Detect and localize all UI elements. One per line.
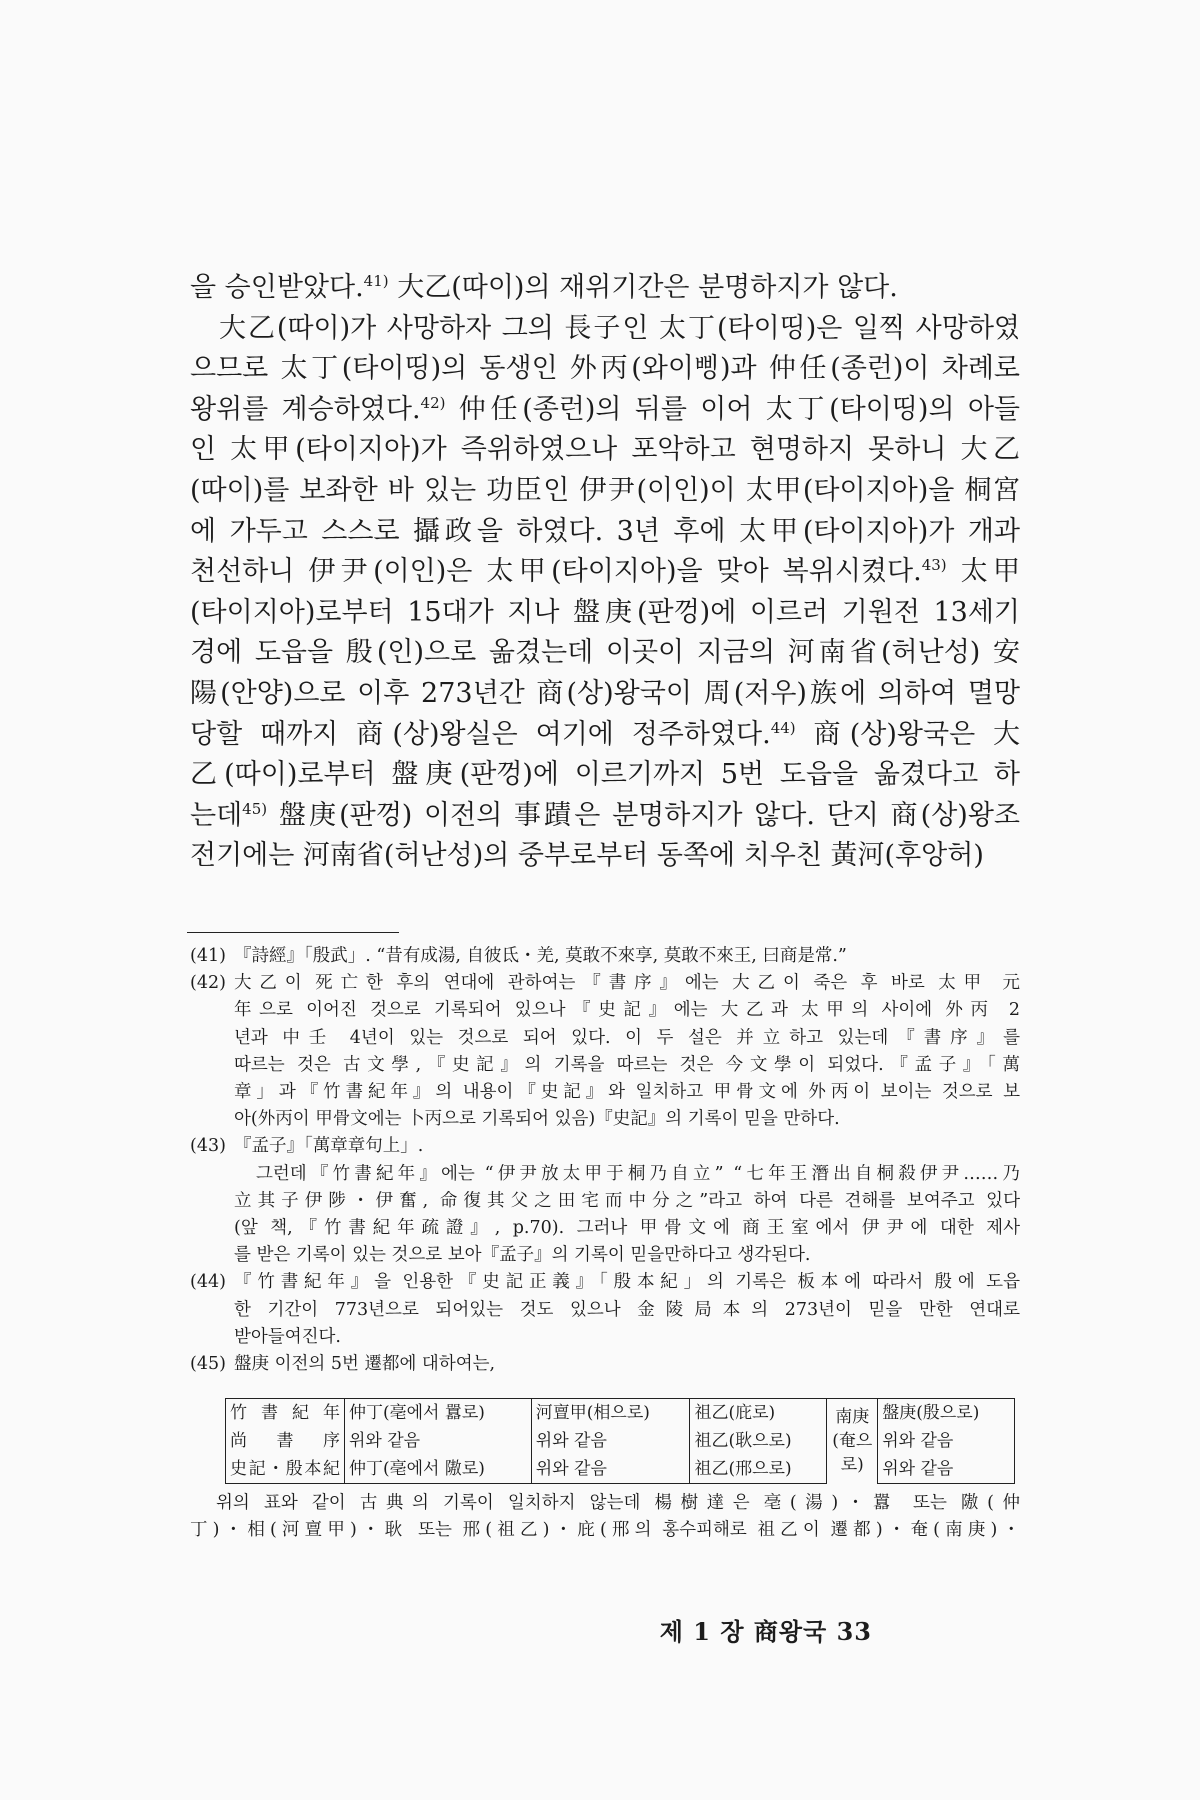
- table-cell: 祖乙(庇로): [690, 1399, 827, 1428]
- footnote-line: 『竹書紀年』을 인용한『史記正義』「殷本紀」의 기록은 板本에 따라서 殷에 도읍: [234, 1272, 1020, 1293]
- footnote-number: (43): [190, 1136, 226, 1157]
- footnote-43: [190, 1133, 1020, 1269]
- body-line: (타이지아)로부터 15대가 지나 盤庚(판껑)에 이르러 기원전 13세기: [190, 596, 1020, 628]
- table-cell: 위와 같음: [878, 1427, 1015, 1455]
- footnote-number: (41): [190, 946, 226, 966]
- body-text: [190, 268, 1020, 877]
- footnote-line: 大乙이 死亡한 후의 연대에 관하여는『書序』에는 大乙이 죽은 후 바로 太甲 元: [234, 973, 1020, 994]
- footnote-line: 章」과『竹書紀年』의 내용이『史記』와 일치하고 甲骨文에 外丙이 보이는 것으로 보: [234, 1082, 1020, 1103]
- table-cell: 仲丁(亳에서 囂로): [345, 1399, 532, 1428]
- body-line: 인 太甲(타이지아)가 즉위하였으나 포악하고 현명하지 못하니 大乙: [190, 434, 1020, 466]
- footnote-number: (45): [190, 1354, 226, 1375]
- footnote-ref[interactable]: 45): [242, 799, 268, 818]
- footnote-line: 그런데『竹書紀年』에는 “伊尹放太甲于桐乃自立” “七年王潛出自桐殺伊尹……乃: [256, 1163, 1020, 1184]
- table-cell: 위와 같음: [531, 1455, 690, 1484]
- body-line: 전기에는 河南省(허난성)의 중부로부터 동쪽에 치우친 黃河(후앙허): [190, 840, 984, 872]
- page-footer: 제 1 장 商왕국 33: [659, 1617, 872, 1646]
- body-line: 는데$^{45)}$ 盤庚(판껑) 이전의 事蹟은 분명하지가 않다. 단지 商(상)왕조: [190, 799, 1020, 831]
- body-line: 乙(따이)로부터 盤庚(판껑)에 이르기까지 5번 도읍을 옮겼다고 하: [190, 759, 1020, 791]
- table-cell: 仲丁(亳에서 隞로): [345, 1455, 532, 1484]
- footnote-line: 받아들여진다.: [234, 1326, 341, 1347]
- table-row: [226, 1455, 1015, 1484]
- table-row: [226, 1399, 1015, 1428]
- footnote-divider: [187, 932, 399, 933]
- body-line: 에 가두고 스스로 攝政을 하였다. 3년 후에 太甲(타이지아)가 개과: [190, 515, 1020, 547]
- footnote-44: [190, 1269, 1020, 1351]
- table-cell-book: 尚書序: [226, 1427, 345, 1455]
- footnote-ref[interactable]: 43): [921, 556, 947, 575]
- merged-line: (奄으: [832, 1431, 873, 1452]
- footnote-number: (42): [190, 973, 226, 994]
- table-cell-merged: [827, 1399, 878, 1484]
- footnote-line: (앞 책,『竹書紀年疏證』, p.70). 그러나 甲骨文에 商王室에서 伊尹에 대한 제사: [234, 1218, 1020, 1239]
- body-line: 으므로 太丁(타이띵)의 동생인 外丙(와이삥)과 仲任(종런)이 차례로: [190, 353, 1020, 385]
- footnote-42: [190, 970, 1020, 1133]
- table-cell: 위와 같음: [878, 1455, 1015, 1484]
- body-line: (따이)를 보좌한 바 있는 功臣인 伊尹(이인)이 太甲(타이지아)을 桐宮: [190, 474, 1020, 506]
- table-cell: 祖乙(邢으로): [690, 1455, 827, 1484]
- footnote-45: [190, 1351, 1020, 1378]
- footnote-line: 『孟子』「萬章章句上」.: [234, 1136, 424, 1157]
- table-row: [226, 1427, 1015, 1455]
- table-commentary: [190, 1490, 1020, 1544]
- table-cell-book: 史記・殷本紀: [226, 1455, 345, 1484]
- body-line: 大乙(따이)가 사망하자 그의 長子인 太丁(타이띵)은 일찍 사망하였: [190, 312, 1020, 344]
- table-cell: 祖乙(耿으로): [690, 1427, 827, 1455]
- body-line: 을 승인받았다.$^{41)}$ 大乙(따이)의 재위기간은 분명하지가 않다.: [190, 272, 898, 303]
- footnote-line: 아(外丙이 甲骨文에는 卜丙으로 기록되어 있음)『史記』의 기록이 믿을 만하다.: [234, 1109, 840, 1130]
- footnote-line: 立其子伊陟・伊奮, 命復其父之田宅而中分之”라고 하여 다른 견해를 보여주고 있다: [234, 1190, 1020, 1211]
- footnote-ref[interactable]: 44): [770, 718, 796, 737]
- footnote-number: (44): [190, 1272, 226, 1293]
- merged-line: 로): [840, 1455, 864, 1476]
- body-line: 천선하니 伊尹(이인)은 太甲(타이지아)을 맞아 복위시켰다.$^{43)}$ 太甲: [190, 556, 1020, 588]
- commentary-line: 위의 표와 같이 古典의 기록이 일치하지 않는데 楊樹達은 亳(湯)・囂 또는 隞(仲: [216, 1493, 1020, 1513]
- capital-moves-table: [225, 1398, 1015, 1484]
- merged-line: 南庚: [835, 1407, 870, 1428]
- commentary-line: 丁)・相(河亶甲)・耿 또는 邢(祖乙)・庇(邢의 홍수피해로 祖乙이 遷都)・奄(南庚)・: [190, 1520, 1020, 1541]
- table-cell: 위와 같음: [345, 1427, 532, 1455]
- footnote-line: 를 받은 기록이 있는 것으로 보아『孟子』의 기록이 믿을만하다고 생각된다.: [234, 1245, 811, 1266]
- footnote-line: 년과 中壬 4년이 있는 것으로 되어 있다. 이 두 설은 并立하고 있는데『書序』를: [234, 1027, 1020, 1048]
- table-cell: 위와 같음: [531, 1427, 690, 1455]
- footnote-line: 한 기간이 773년으로 되어있는 것도 있으나 金陵局本의 273년이 믿을 만한 연대로: [234, 1299, 1020, 1320]
- footnote-ref[interactable]: 42): [420, 393, 446, 412]
- table-cell: 盤庚(殷으로): [878, 1399, 1015, 1428]
- body-line: 陽(안양)으로 이후 273년간 商(상)왕국이 周(저우)族에 의하여 멸망: [190, 677, 1020, 709]
- footnote-line: 年으로 이어진 것으로 기록되어 있으나『史記』에는 大乙과 太甲의 사이에 外丙 2: [234, 1000, 1020, 1021]
- footnote-line: 盤庚 이전의 5번 遷都에 대하여는,: [234, 1354, 496, 1375]
- table-cell-book: 竹書紀年: [226, 1399, 345, 1428]
- footnote-41: [190, 943, 1020, 970]
- body-line: 당할 때까지 商(상)왕실은 여기에 정주하였다.$^{44)}$ 商(상)왕국은 大: [190, 718, 1020, 750]
- footnote-ref[interactable]: 41): [363, 272, 389, 290]
- table-cell: 河亶甲(相으로): [531, 1399, 690, 1428]
- footnote-line: 따르는 것은 古文學,『史記』의 기록을 따르는 것은 今文學이 되었다.『孟子』「萬: [234, 1054, 1020, 1075]
- body-line: 경에 도읍을 殷(인)으로 옮겼는데 이곳이 지금의 河南省(허난성) 安: [190, 637, 1020, 669]
- footnotes: [190, 943, 1020, 1378]
- body-line: 왕위를 계승하였다.$^{42)}$ 仲任(종런)의 뒤를 이어 太丁(타이띵)의 아들: [190, 393, 1020, 425]
- footnote-line: 『詩經』「殷武」. “昔有成湯, 自彼氐・羌, 莫敢不來享, 莫敢不來王, 曰商是常.”: [234, 946, 847, 966]
